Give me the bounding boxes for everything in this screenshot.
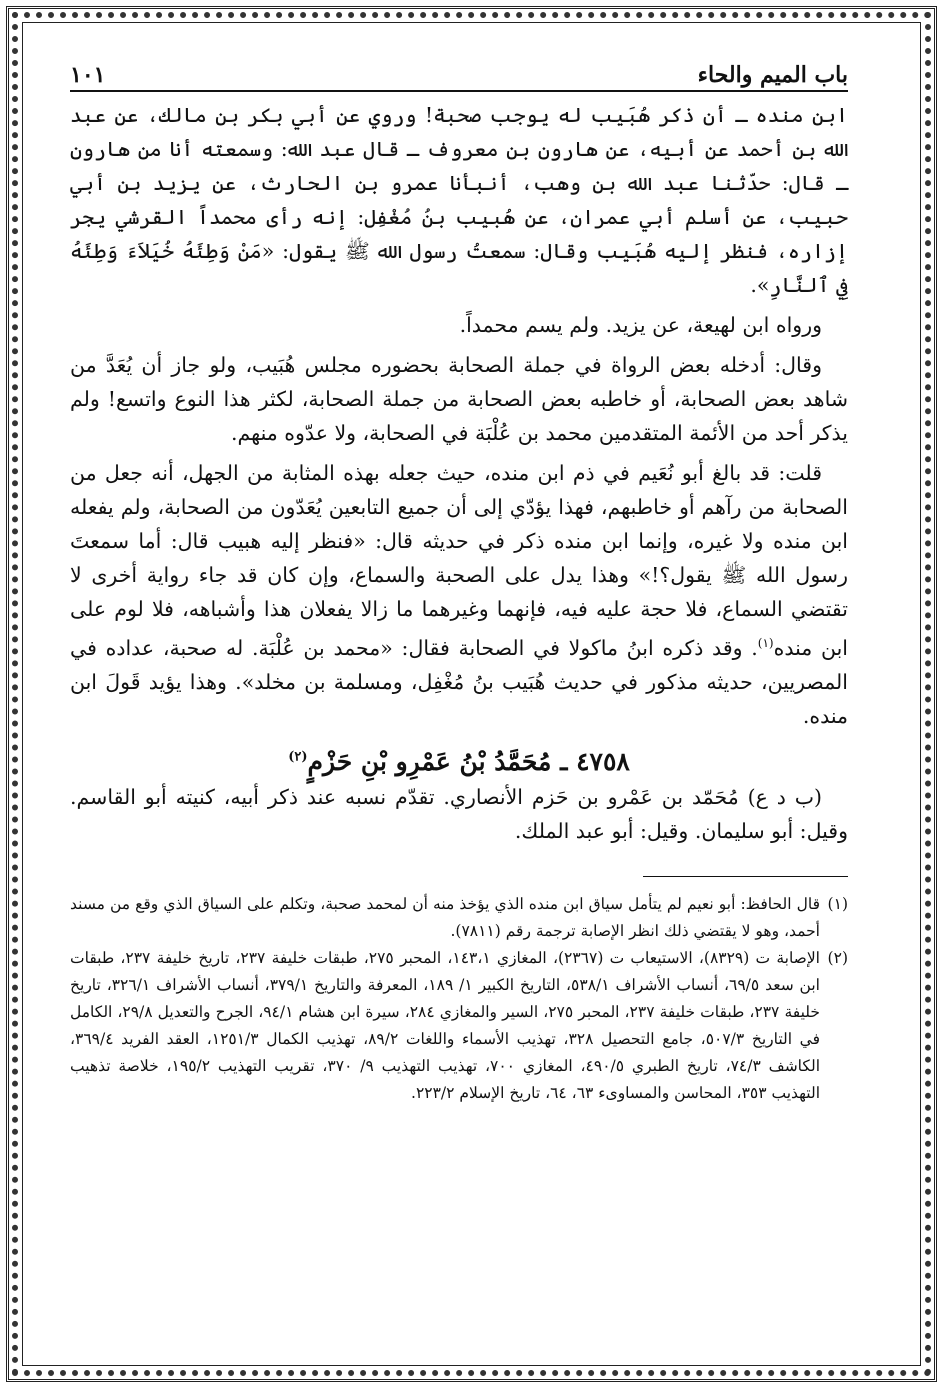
footnote-2: [70, 945, 848, 1107]
footnote-1-number: (١): [827, 894, 848, 913]
footnote-2-text: الإصابة ت (٨٣٢٩)، الاستيعاب ت (٢٣٦٧)، المغازي ١٤٣،١، المحبر ٢٧٥، طبقات خليفة ٢٣٧، تاريخ خليفة ٢٣٧، طبقات ابن سعد ٦٩/٥، أنساب الأشراف ٥٣٨/١، التاريخ الكبير ١/ ١٨٩، المعرفة والتاريخ ٣٧٩/١، أنساب الأشراف ٣٢٦/١، تاريخ خليفة ٢٣٧، طبقات خليفة ٢٣٧، المحبر ٢٧٥، السير والمغازي ٢٨٤، سيرة ابن هشام ٩٤/١، الجرح والتعديل ٢٩/٨، الكامل في التاريخ ٥٠٧/٣، جامع التحصيل ٣٢٨، تهذيب الأسماء واللغات ٨٩/٢، تهذيب الكمال ١٢٥١/٣، العقد الفريد ٣٦٩/٤، الكاشف ٧٤/٣، تاريخ الطبري ٤٩٠/٥، المغازي ٧٠٠، تهذيب التهذيب ٩/ ٣٧٠، تقريب التهذيب ١٩٥/٢، خلاصة تذهيب التهذيب ٣٥٣، المحاسن والمساوىء ٦٣، ٦٤، تاريخ الإسلام ٢٢٣/٢.: [70, 948, 821, 1102]
paragraph-2: ورواه ابن لهيعة، عن يزيد. ولم يسم محمداً.: [459, 313, 822, 337]
chapter-title: باب الميم والحاء: [697, 62, 848, 88]
entry-name: مُحَمَّدُ بْنُ عَمْرِو بْنِ حَزْمٍ: [307, 746, 552, 776]
entry-footnote-ref: (٢): [288, 749, 308, 765]
paragraph-1: ابن منده ـ أن ذكر هُبَيب له يوجب صحبة! وروي عن أبي بكر بن مالك، عن عبد الله بن أحمد عن أبيه، عن هارون بن معروف ـ قال عبد الله: وسمعته أنا من هارون ـ قال: حدّثنا عبد الله بن وهب، أنبأنا عمرو بن الحارث، عن يزيد بن أبي حبيب، عن أسلم أبي عمران، عن هُبيب بنُ مُغْفِل: إنه رأى محمداً القرشي يجر إزاره، فنظر إليه هُبَيب وقال: سمعتُ رسول الله ﷺ يقول: «مَنْ وَطِئَهُ خُيَلاَءَ وَطِئَهُ فِي ٱلنَّارِ».: [70, 103, 848, 297]
entry-number: ٤٧٥٨: [576, 746, 630, 776]
footnote-ref-1: (١): [757, 636, 774, 650]
page-content: [70, 52, 848, 1352]
footnote-1-text: قال الحافظ: أبو نعيم لم يتأمل سياق ابن منده الذي يؤخذ منه أن لمحمد صحبة، وتكلم على السياق الذي وقع من مسند أحمد، وهو لا يقتضي ذلك انظر الإصابة ترجمة رقم (٧٨١١).: [70, 894, 820, 940]
paragraph-4: قلت: قد بالغ أبو نُعَيم في ذم ابن منده، حيث جعله بهذه المثابة من الجهل، أنه جعل من الصحابة من رآهم أو خاطبهم، فهذا يؤدّي إلى أن جميع التابعين يُعَدّون من الصحابة، ولم يفعله ابن منده ولا غيره، وإنما ابن منده ذكر في حديثه قال: «فنظر إليه هبيب قال: أما سمعتَ رسول الله ﷺ يقول؟!» وهذا يدل على الصحبة والسماع، وإن كان قد جاء رواية أخرى لا تقتضي السماع، فلا حجة عليه فيه، فإنهما وغيرهما ما زالا يفعلان هذا وأشباهه، فلا لوم على ابن منده$^{(١)}$. وقد ذكره ابنُ ماكولا في الصحابة فقال: «محمد بن عُلْبَة. له صحبة، عداده في المصريين، حديثه مذكور في حديث هُبَيب بنُ مُغْفِل، ومسلمة بن مخلد». وهذا يؤيد قَولَ ابن منده.: [70, 461, 848, 728]
footnote-separator: [643, 876, 848, 877]
running-header: [70, 52, 848, 92]
paragraph-3: وقال: أدخله بعض الرواة في جملة الصحابة بحضوره مجلس هُبَيب، ولو جاز أن يُعَدَّ من شاهد بعض الصحابة، أو خاطبه بعض الصحابة من جملة الصحابة، لكثر هذا النوع واتسع! ولم يذكر أحد من الأئمة المتقدمين محمد بن عُلْبَة في الصحابة، ولا عدّوه منهم.: [70, 353, 848, 445]
page-number: ١٠١: [70, 62, 106, 88]
footnote-1: [70, 891, 848, 945]
paragraph-4-cont: وقد ذكره ابنُ ماكولا في الصحابة فقال: «محمد بن عُلْبَة. له صحبة، عداده في المصريين، حديثه مذكور في حديث هُبَيب بنُ مُغْفِل، ومسلمة بن مخلد». وهذا يؤيد قَولَ ابن منده.: [70, 635, 848, 728]
paragraph-5: (ب د ع) مُحَمّد بن عَمْرو بن حَزم الأنصاري. تقدّم نسبه عند ذكر أبيه، كنيته أبو القاسم. وقيل: أبو سليمان. وقيل: أبو عبد الملك.: [70, 784, 848, 843]
footnote-2-number: (٢): [827, 948, 848, 967]
paragraph-4-text: قلت: قد بالغ أبو نُعَيم في ذم ابن منده، حيث جعله بهذه المثابة من الجهل، أنه جعل من الصحابة من رآهم أو خاطبهم، فهذا يؤدّي إلى أن جميع التابعين يُعَدّون من الصحابة، ولم يفعله ابن منده ولا غيره، وإنما ابن منده ذكر في حديثه قال: «فنظر إليه هبيب قال: أما سمعتَ رسول الله ﷺ يقول؟!» وهذا يدل على الصحبة والسماع، وإن كان قد جاء رواية أخرى لا تقتضي السماع، فلا حجة عليه فيه، فإنهما وغيرهما ما زالا يفعلان هذا وأشباهه، فلا لوم على ابن منده: [70, 461, 848, 660]
entry-title: ٤٧٥٨ ـ مُحَمَّدُ بْنُ عَمْرِو بْنِ حَزْمٍ$^{(٢)}$: [288, 746, 630, 776]
